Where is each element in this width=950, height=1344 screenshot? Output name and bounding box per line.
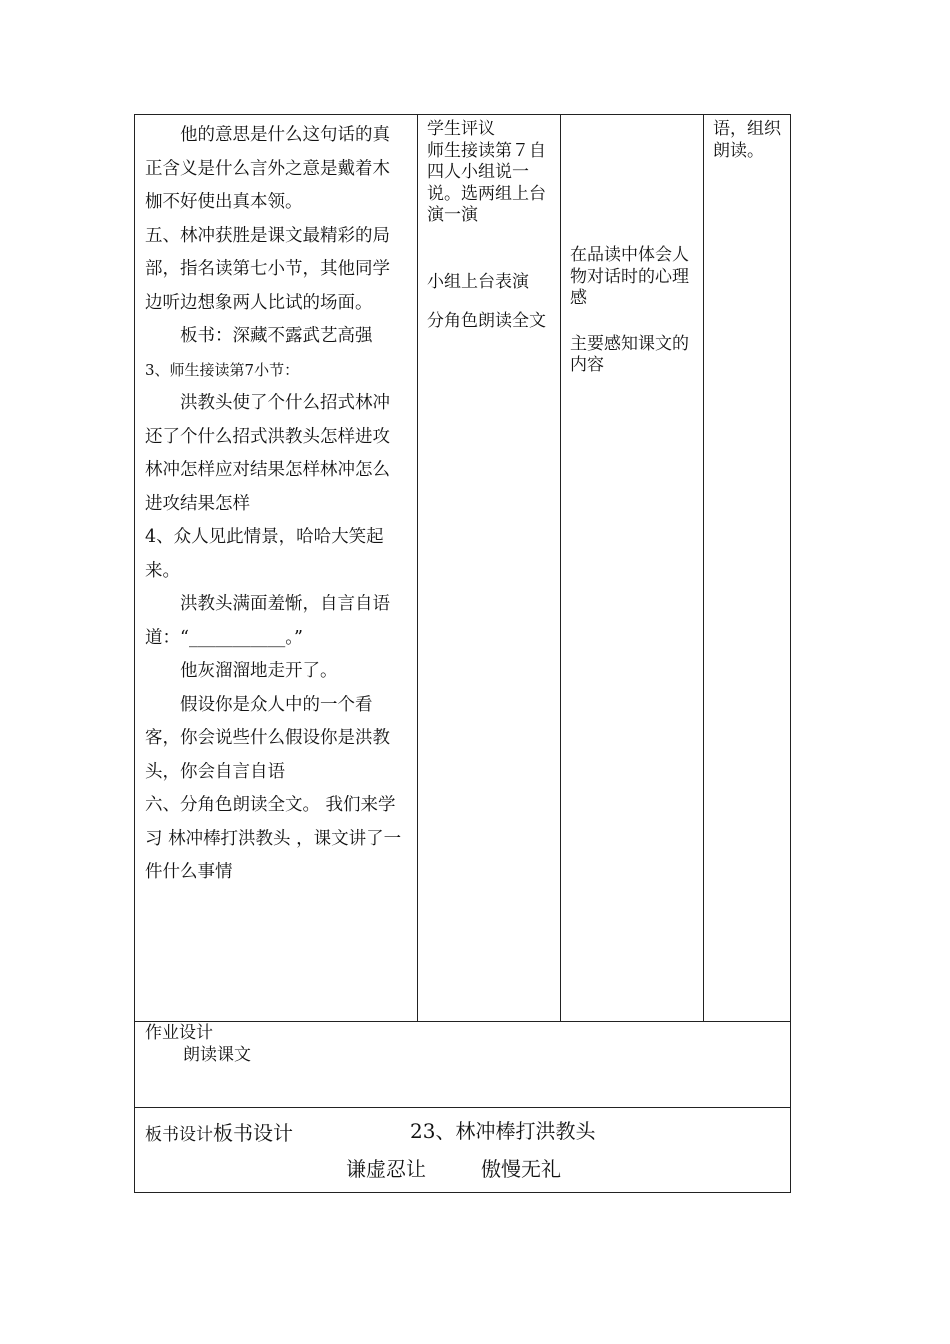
paragraph: 3、师生接读第7小节： <box>145 360 300 379</box>
teaching-process-cell <box>135 115 417 890</box>
homework-content: 朗读课文 <box>183 1044 251 1065</box>
intent-text: 主要感知课文的内容 <box>570 333 689 375</box>
paragraph: 板书：深藏不露武艺高强 <box>180 326 373 346</box>
lesson-plan-table <box>134 114 791 1193</box>
homework-label: 作业设计 <box>145 1023 213 1043</box>
board-left-text: 谦虚忍让 <box>346 1157 426 1181</box>
intent-text: 在品读中体会人物对话时的心理感 <box>570 245 689 308</box>
paragraph: 六、分角色朗读全文。 我们来学习 林冲棒打洪教头 ，课文讲了一件什么事情 <box>145 795 402 882</box>
paragraph: 他灰溜溜地走开了。 <box>180 661 338 681</box>
board-label-small: 板书设计 <box>145 1125 213 1145</box>
homework-row <box>135 1021 790 1107</box>
board-right-text: 傲慢无礼 <box>481 1157 561 1181</box>
paragraph: 假设你是众人中的一个看客，你会说些什么假设你是洪教头，你会自言自语 <box>145 694 390 782</box>
paragraph: 洪教头使了个什么招式林冲还了个什么招式洪教头怎样进攻林冲怎样应对结果怎样林冲怎么进攻结果怎样 <box>145 393 390 514</box>
notes-text: 语，组织朗读。 <box>713 119 781 161</box>
board-design-row <box>135 1107 790 1193</box>
activity-text: 小组上台表演 <box>427 271 529 292</box>
design-intent-cell <box>560 115 703 377</box>
student-activity-cell <box>417 115 560 333</box>
notes-cell <box>703 115 790 162</box>
paragraph: 他的意思是什么这句话的真正含义是什么言外之意是戴着木枷不好使出真本领。 <box>145 125 390 212</box>
paragraph: 4、众人见此情景，哈哈大笑起来。 <box>145 527 384 581</box>
activity-text: 分角色朗读全文 <box>427 311 546 331</box>
activity-text: 四人小组说一说。选两组上台演一演 <box>427 162 546 225</box>
paragraph: 五、林冲获胜是课文最精彩的局部，指名读第七小节，其他同学边听边想象两人比试的场面。 <box>145 225 390 313</box>
activity-text: 师生接读第７自 <box>427 140 546 161</box>
board-title: 23、林冲棒打洪教头 <box>410 1119 596 1143</box>
column-divider <box>703 115 704 1021</box>
board-label-big: 板书设计 <box>213 1121 293 1145</box>
activity-text: 学生评议 <box>427 119 495 139</box>
board-label <box>145 1117 293 1146</box>
paragraph: 洪教头满面羞惭，自言自语道：“___________。” <box>145 594 390 648</box>
